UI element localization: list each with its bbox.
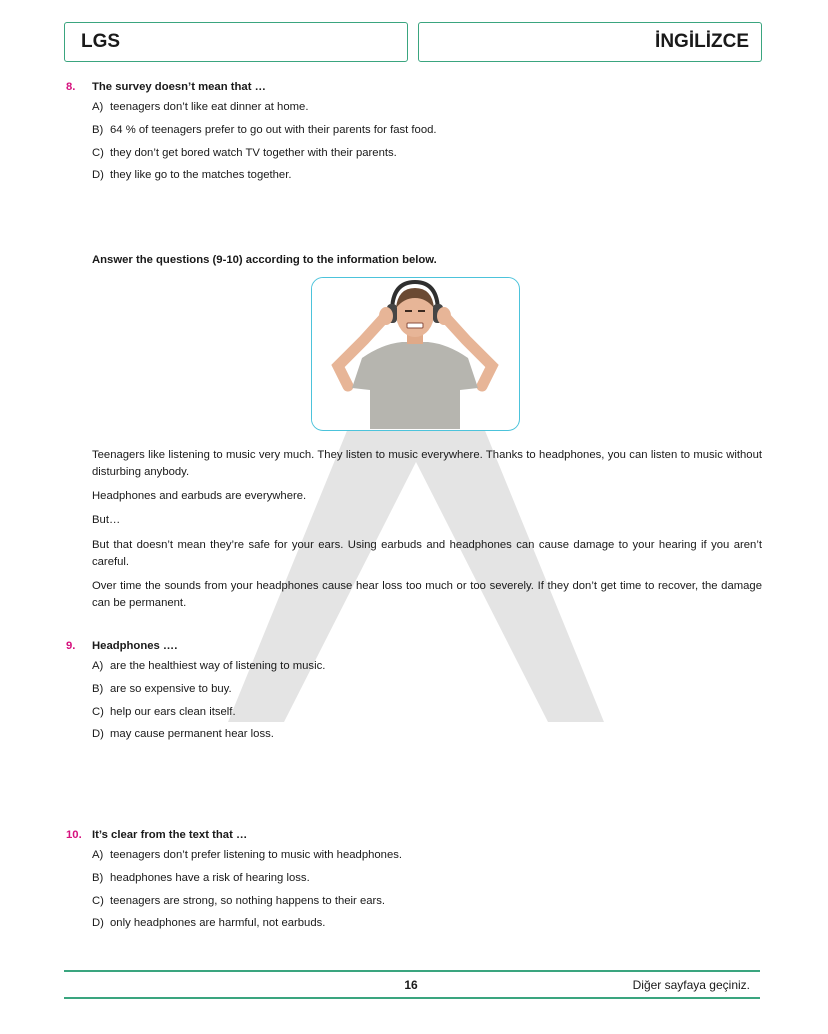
option-text: are so expensive to buy.: [110, 683, 232, 696]
option-b[interactable]: [92, 119, 437, 142]
option-letter: B): [92, 872, 104, 885]
footer-top-rule: [64, 970, 760, 972]
instruction-text: Answer the questions (9-10) according to the information below.: [92, 254, 437, 266]
option-letter: D): [92, 917, 104, 930]
question-stem: It’s clear from the text that …: [92, 829, 248, 841]
passage-paragraph-3: [92, 512, 762, 529]
exam-title: LGS: [81, 31, 121, 52]
option-letter: A): [92, 849, 104, 862]
question-stem: Headphones ….: [92, 640, 178, 652]
passage-text: Over time the sounds from your headphones cause hear loss too much or too severely. If they don’t get time to recover, the damage can be permanent.: [92, 580, 762, 609]
option-letter: B): [92, 683, 104, 696]
option-text: they don’t get bored watch TV together with their parents.: [110, 146, 397, 159]
passage-paragraph-4: [92, 537, 762, 571]
next-page-note: Diğer sayfaya geçiniz.: [632, 978, 750, 992]
passage-text: But that doesn’t mean they’re safe for your ears. Using earbuds and headphones can cause damage to your hearing if you aren’t careful.: [92, 539, 762, 568]
option-letter: C): [92, 146, 104, 159]
question-number: 9.: [66, 640, 76, 652]
option-letter: C): [92, 705, 104, 718]
option-text: teenagers don’t prefer listening to music with headphones.: [110, 849, 403, 862]
option-d[interactable]: [92, 164, 437, 187]
option-text: headphones have a risk of hearing loss.: [110, 872, 310, 885]
headphones-photo: [311, 277, 520, 431]
passage-paragraph-2: [92, 488, 762, 505]
passage-text: Teenagers like listening to music very much. They listen to music everywhere. Thanks to headphones, you can listen to music without disturbing anybody.: [92, 449, 762, 478]
option-d[interactable]: [92, 912, 402, 935]
question-stem: The survey doesn’t mean that …: [92, 81, 266, 93]
option-text: 64 % of teenagers prefer to go out with their parents for fast food.: [110, 124, 437, 137]
option-text: may cause permanent hear loss.: [110, 728, 274, 741]
option-letter: C): [92, 894, 104, 907]
question-9: [66, 637, 325, 746]
passage-text: But…: [92, 514, 121, 526]
option-letter: D): [92, 728, 104, 741]
option-letter: B): [92, 124, 104, 137]
option-a[interactable]: [92, 844, 402, 867]
option-text: are the healthiest way of listening to music.: [110, 660, 326, 673]
option-letter: A): [92, 101, 104, 114]
option-d[interactable]: [92, 723, 325, 746]
teen-with-headphones-illustration: [312, 278, 518, 429]
question-number: 10.: [66, 829, 82, 841]
option-text: teenagers are strong, so nothing happens to their ears.: [110, 894, 386, 907]
subject-title: İNGİLİZCE: [655, 31, 749, 52]
option-b[interactable]: [92, 678, 325, 701]
option-text: only headphones are harmful, not earbuds.: [110, 917, 326, 930]
question-8: [66, 78, 437, 187]
option-text: help our ears clean itself.: [110, 705, 236, 718]
header-left-box: [64, 22, 408, 62]
page-number: 16: [404, 978, 418, 992]
footer-bottom-rule: [64, 997, 760, 999]
option-letter: D): [92, 169, 104, 182]
passage-paragraph-5: [92, 578, 762, 612]
option-letter: A): [92, 660, 104, 673]
question-10: [66, 826, 402, 935]
option-b[interactable]: [92, 867, 402, 890]
passage-paragraph-1: [92, 447, 762, 481]
option-c[interactable]: [92, 700, 325, 723]
header-right-box: [418, 22, 762, 62]
option-c[interactable]: [92, 889, 402, 912]
option-c[interactable]: [92, 141, 437, 164]
option-text: teenagers don’t like eat dinner at home.: [110, 101, 309, 114]
passage-text: Headphones and earbuds are everywhere.: [92, 490, 307, 502]
option-a[interactable]: [92, 96, 437, 119]
option-text: they like go to the matches together.: [110, 169, 292, 182]
option-a[interactable]: [92, 655, 325, 678]
question-number: 8.: [66, 81, 76, 93]
